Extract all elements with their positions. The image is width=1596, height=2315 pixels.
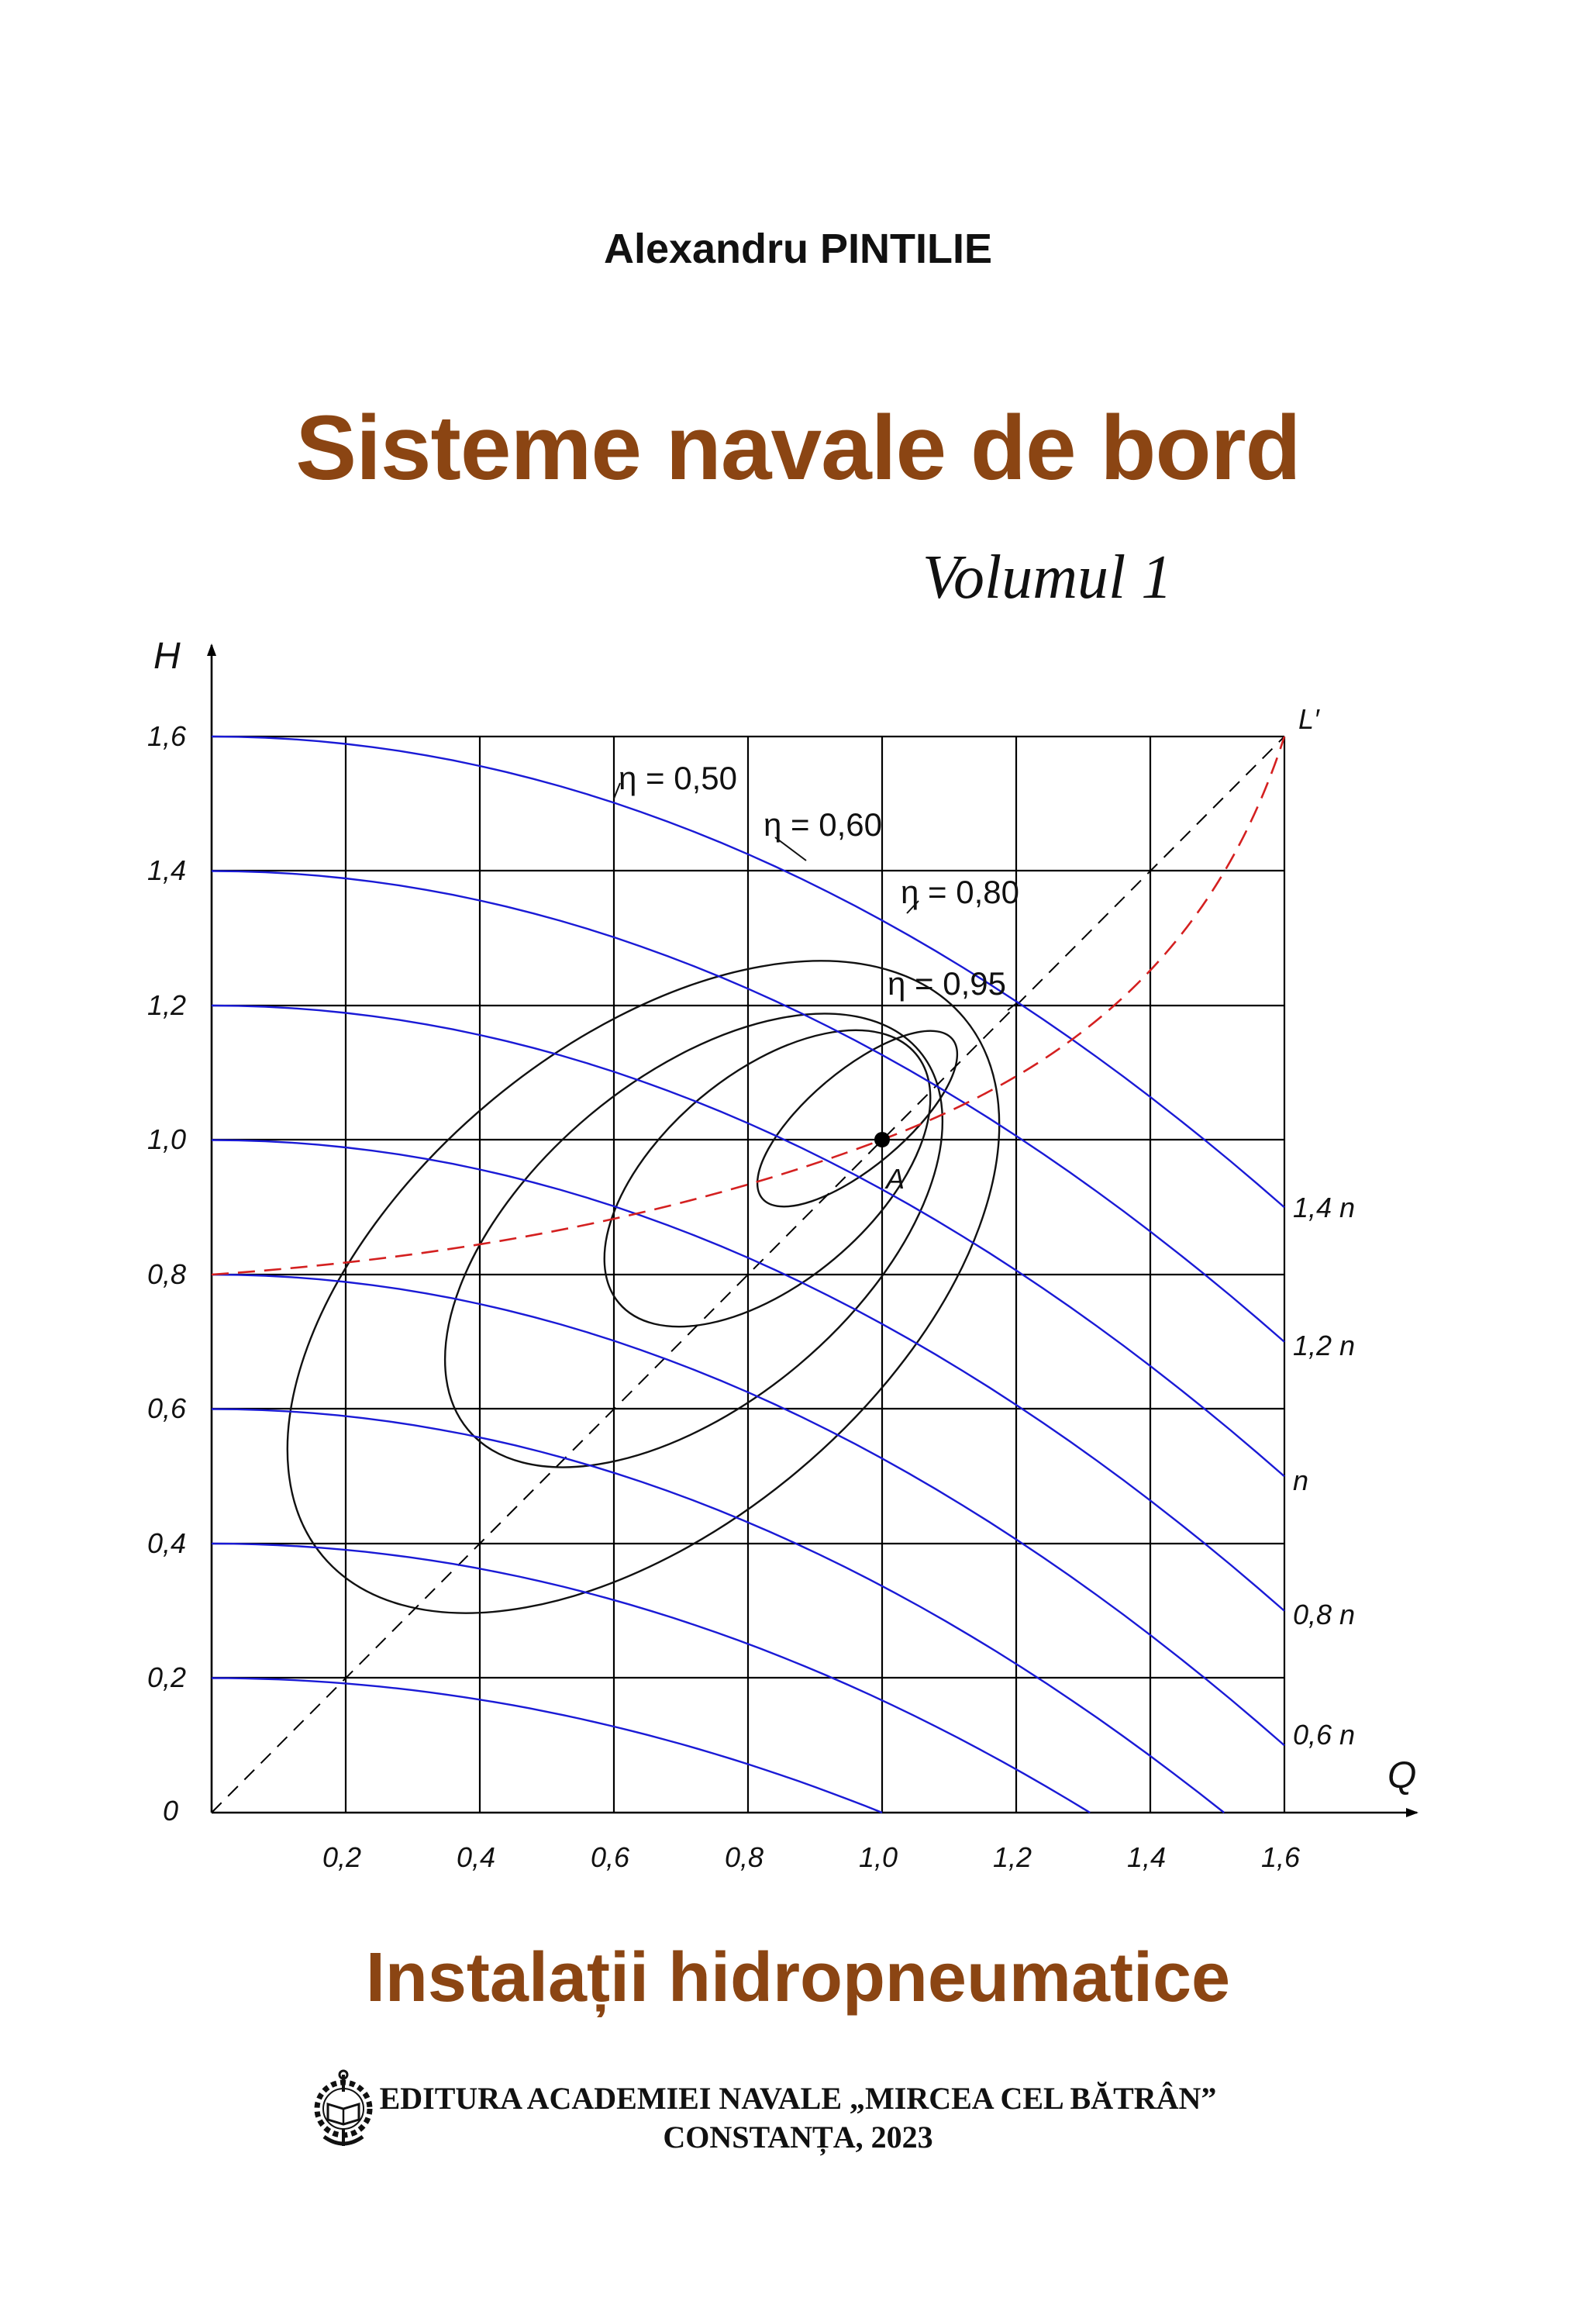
efficiency-label-060: η = 0,60 (764, 806, 882, 843)
x-tick-label: 1,0 (859, 1841, 898, 1873)
x-tick-label: 1,2 (993, 1841, 1032, 1873)
x-tick-label: 0,2 (322, 1841, 362, 1873)
speed-curve-5 (212, 1409, 1224, 1813)
y-tick-label: 1,0 (147, 1123, 187, 1155)
x-tick-label: 0,6 (591, 1841, 630, 1873)
y-tick-label: 1,4 (147, 854, 187, 886)
axis-h-label: H (153, 636, 181, 677)
efficiency-label-050: η = 0,50 (619, 760, 737, 796)
speed-label: 1,4 n (1293, 1192, 1356, 1223)
speed-label: 0,6 n (1293, 1719, 1356, 1751)
publisher-name: EDITURA ACADEMIEI NAVALE „MIRCEA CEL BĂTRÂN” (379, 2081, 1217, 2116)
efficiency-label-080: η = 0,80 (901, 874, 1019, 910)
origin-label: 0 (163, 1795, 179, 1827)
efficiency-curve-095 (732, 1002, 984, 1236)
efficiency-curve-060 (364, 926, 1024, 1554)
y-tick-label: 1,6 (147, 720, 187, 752)
x-tick-label: 0,4 (457, 1841, 496, 1873)
y-tick-label: 0,4 (147, 1527, 187, 1559)
x-tick-label: 1,6 (1261, 1841, 1301, 1873)
x-tick-label: 1,4 (1127, 1841, 1167, 1873)
author-name: Alexandru PINTILIE (603, 226, 993, 272)
book-subtitle: Instalații hidropneumatice (365, 1939, 1231, 2017)
volume-label: Volumul 1 (922, 543, 1173, 612)
y-tick-label: 1,2 (147, 989, 187, 1021)
point-l-label: L′ (1298, 703, 1319, 735)
speed-label: 0,8 n (1293, 1599, 1356, 1630)
y-tick-label: 0,8 (147, 1258, 187, 1290)
publisher-city-year: CONSTANȚA, 2023 (663, 2120, 933, 2155)
x-tick-label: 0,8 (725, 1841, 764, 1873)
y-tick-label: 0,2 (147, 1661, 187, 1693)
speed-label: n (1293, 1465, 1309, 1496)
operating-point-a (874, 1132, 890, 1147)
axis-q-label: Q (1387, 1755, 1417, 1796)
point-a-label: A (886, 1163, 905, 1195)
y-tick-label: 0,6 (147, 1392, 187, 1424)
speed-curve-7 (212, 1678, 882, 1813)
book-title: Sisteme navale de bord (295, 397, 1301, 499)
efficiency-label-095: η = 0,95 (888, 965, 1006, 1002)
speed-label: 1,2 n (1293, 1330, 1356, 1361)
publisher-block (0, 2079, 1596, 2157)
